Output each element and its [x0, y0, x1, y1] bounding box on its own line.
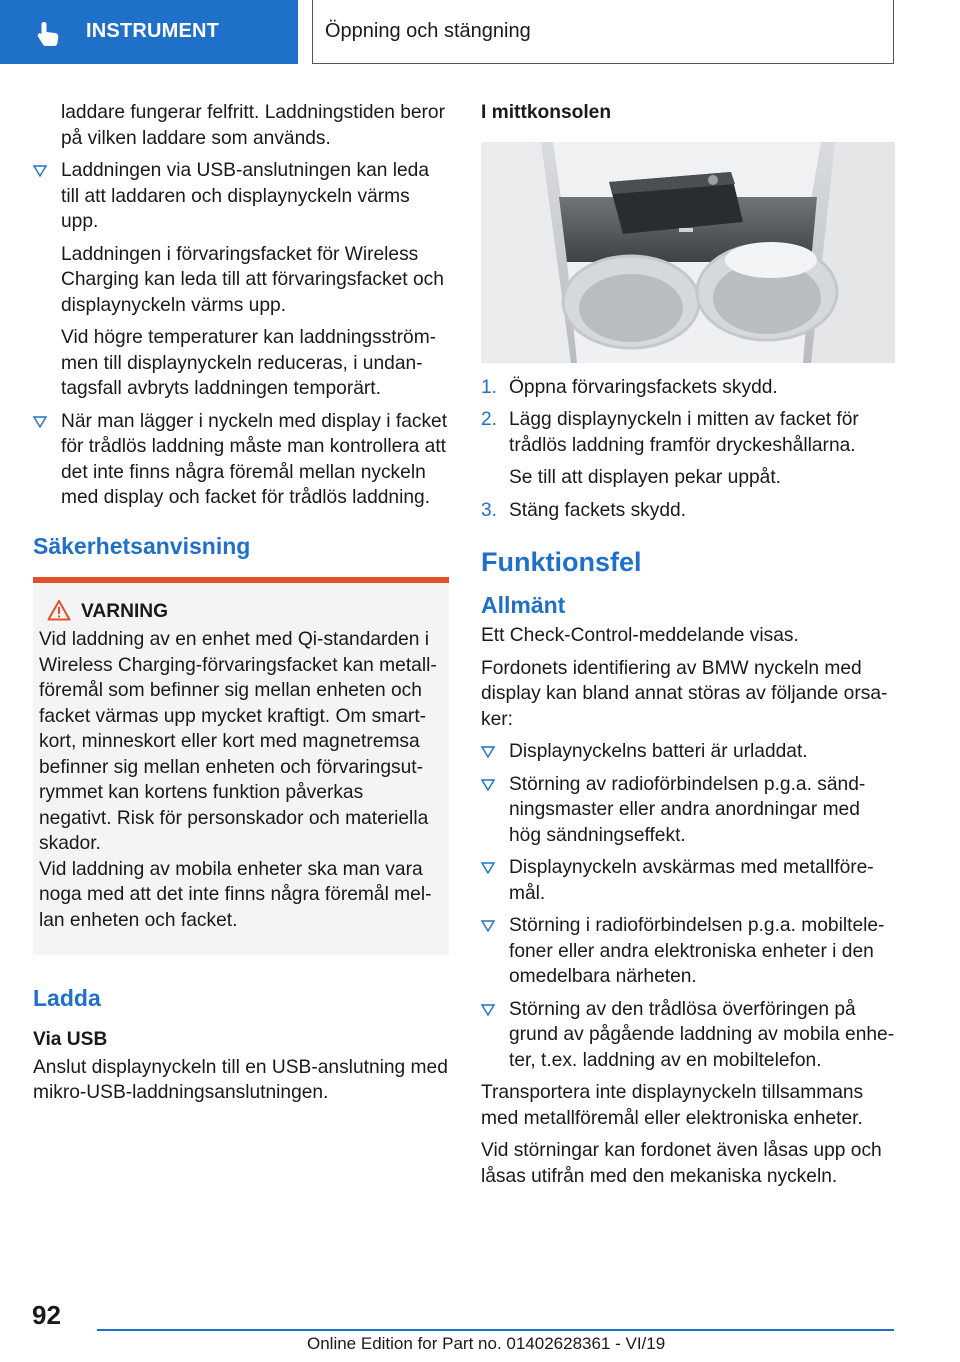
subheading: Allmänt — [481, 592, 566, 618]
subheading: I mittkonsolen — [481, 102, 612, 123]
step-number: 2. — [481, 409, 498, 430]
paragraph: Vid högre temperaturer kan laddningsström-men till displaynyckeln reduceras, i undan-tagsfall avbryts laddningen temporärt. — [61, 327, 437, 399]
step-number: 1. — [481, 376, 498, 398]
left-column — [33, 100, 449, 1113]
edition-text: Online Edition for Part no. 01402628361 - VI/19 — [307, 1334, 666, 1353]
list-item-text: Laddningen via USB-anslutningen kan leda till att laddaren och displaynyckeln värms upp. — [61, 160, 430, 232]
list-item-text: Störning av radioförbindelsen p.g.a. sänd-ningsmaster eller andra anordningar med hög sändningseffekt. — [509, 773, 866, 846]
triangle-bullet-icon — [481, 779, 495, 791]
hand-pointer-icon — [34, 20, 62, 48]
list-item-text: Displaynyckelns batteri är urladdat. — [509, 741, 808, 762]
list-item-text: Displaynyckeln avskärmas med metallföre-mål. — [509, 857, 874, 904]
paragraph: Laddningen i förvaringsfacket för Wireless Charging kan leda till att förvaringsfacket och displaynyckeln värms upp. — [61, 243, 444, 316]
triangle-bullet-icon — [481, 1004, 495, 1016]
warning-box — [33, 577, 449, 956]
list-item — [33, 158, 449, 235]
list-item — [481, 997, 895, 1074]
chapter-title: Öppning och stängning — [325, 20, 531, 42]
step-number: 3. — [481, 499, 498, 521]
list-item-text: Störning i radioförbindelsen p.g.a. mobiltele-foner eller andra elektroniska enheter i den omedelbara närheten. — [509, 915, 885, 987]
section-heading: Säkerhetsanvisning — [33, 532, 251, 559]
list-item-text: Störning av den trådlösa överföringen på grund av pågående laddning av mobila enhe-ter, t.ex. laddning av en mobiltelefon. — [509, 998, 895, 1071]
step-text: Lägg displaynyckeln i mitten av facket för trådlös laddning framför dryckeshållarna. — [509, 409, 859, 456]
right-column — [481, 100, 895, 1196]
list-item — [481, 913, 895, 990]
chapter-header — [312, 0, 894, 64]
list-item — [481, 739, 895, 765]
paragraph: Transportera inte displaynyckeln tillsammans med metallföremål eller elektroniska enheter. — [481, 1082, 864, 1129]
triangle-bullet-icon — [481, 862, 495, 874]
warning-triangle-icon — [47, 599, 71, 621]
section-heading: Ladda — [33, 985, 101, 1011]
triangle-bullet-icon — [33, 165, 47, 177]
section-heading: Funktionsfel — [481, 547, 642, 577]
triangle-bullet-icon — [481, 746, 495, 758]
warning-text: Vid laddning av mobila enheter ska man vara noga med att det inte finns några föremål mel-lan enheten och facket. — [39, 858, 432, 931]
paragraph: Anslut displaynyckeln till en USB-anslutning med mikro-USB-laddningsanslutningen. — [33, 1056, 448, 1103]
paragraph: Fordonets identifiering av BMW nyckeln med display kan bland annat störas av följande orsa-ker: — [481, 657, 888, 730]
triangle-bullet-icon — [481, 920, 495, 932]
step-item — [481, 407, 895, 458]
subheading: Via USB — [33, 1029, 108, 1050]
footer-divider — [97, 1329, 894, 1331]
triangle-bullet-icon — [33, 416, 47, 428]
step-note: Se till att displayen pekar uppåt. — [509, 467, 781, 488]
paragraph: Vid störningar kan fordonet även låsas upp och låsas utifrån med den mekaniska nyckeln. — [481, 1140, 882, 1187]
console-photo — [481, 142, 895, 363]
paragraph: laddare fungerar felfritt. Laddningstiden beror på vilken laddare som används. — [61, 102, 445, 149]
step-text: Öppna förvaringsfackets skydd. — [509, 376, 778, 398]
paragraph: Ett Check-Control-meddelande visas. — [481, 625, 799, 646]
section-tab — [0, 0, 298, 64]
step-item — [481, 498, 895, 524]
warning-text: Vid laddning av en enhet med Qi-standarden i Wireless Charging-förvaringsfacket kan metall-föremål som befinner sig mellan enheten och facket värmas upp mycket kraftigt. Om smart-kort, minneskort eller kort med magnetremsa befinner sig mellan enheten och förvaringsut-rymmet kan kortens funktion påverkas negativt. Risk för personskador och materiella skador. — [39, 629, 437, 854]
page-number: 92 — [32, 1300, 61, 1330]
list-item-text: När man lägger i nyckeln med display i facket för trådlös laddning måste man kontrollera att det inte finns några föremål mellan nyckeln med display och facket för trådlös laddning. — [61, 410, 448, 508]
list-item — [481, 855, 895, 906]
list-item — [481, 772, 895, 849]
section-label: INSTRUMENT — [86, 20, 220, 42]
step-item — [481, 375, 895, 401]
step-text: Stäng fackets skydd. — [509, 499, 687, 521]
warning-title: VARNING — [39, 599, 449, 625]
list-item — [33, 409, 449, 511]
